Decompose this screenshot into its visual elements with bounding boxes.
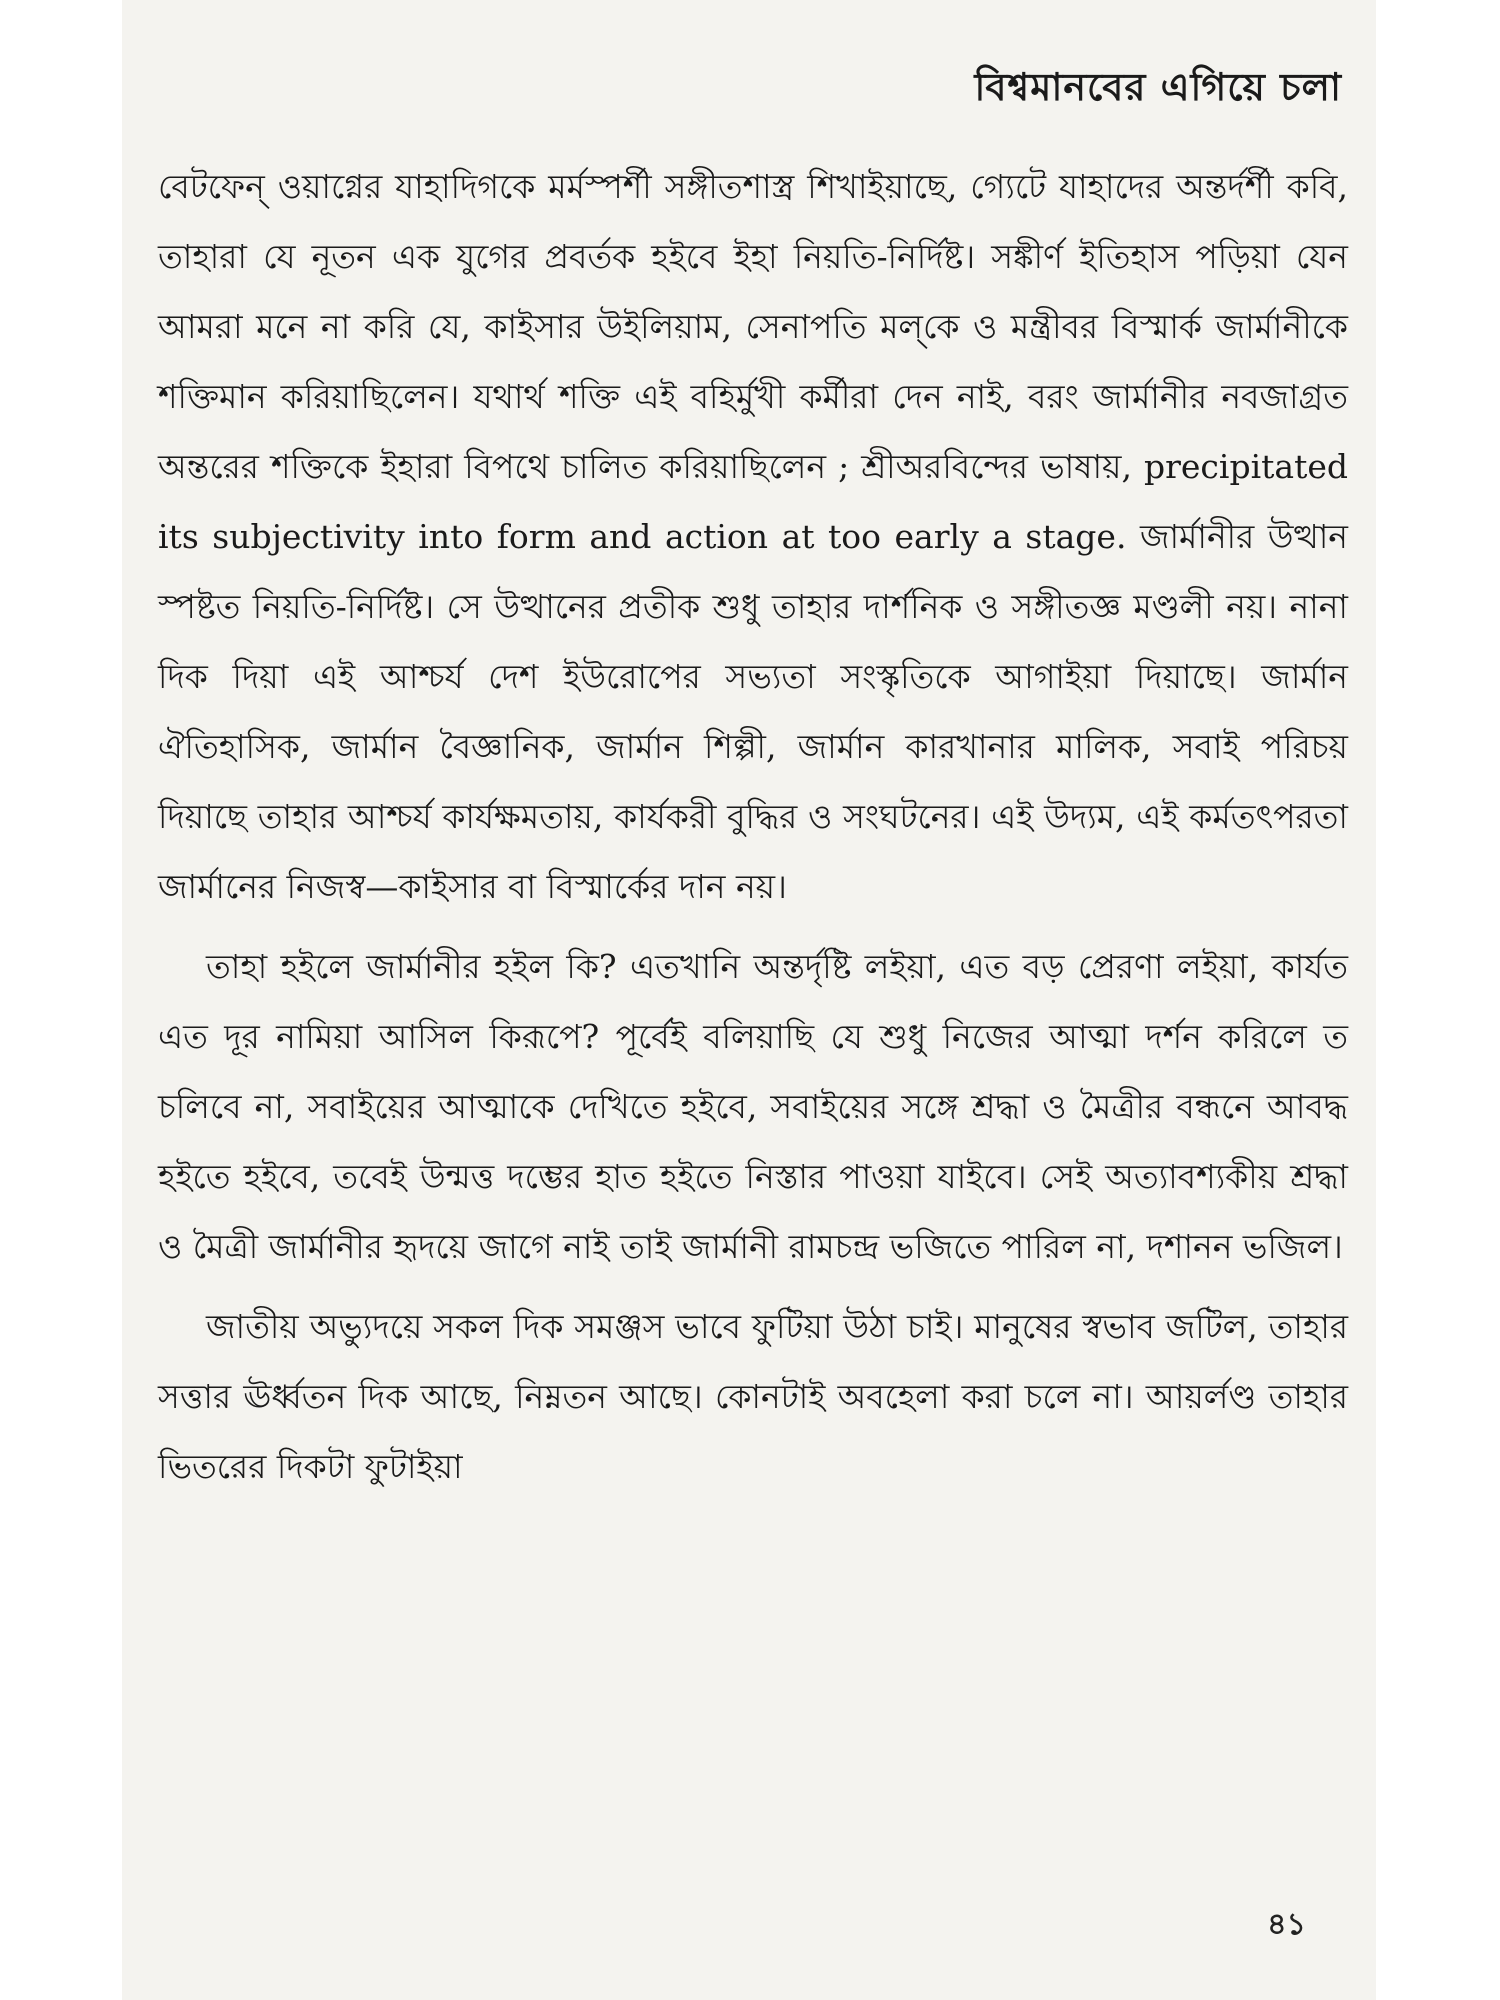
page-body: [158, 152, 1348, 1502]
paragraph-1: বেটফেন্ ওয়াগ্নের যাহাদিগকে মর্মস্পর্শী সঙ্গীতশাস্ত্র শিখাইয়াছে, গ্যেটে যাহাদের অন্তর্দর্শী কবি, তাহারা যে নূতন এক যুগের প্রবর্তক হইবে ইহা নিয়তি-নির্দিষ্ট। সঙ্কীর্ণ ইতিহাস পড়িয়া যেন আমরা মনে না করি যে, কাইসার উইলিয়াম, সেনাপতি মল্‌কে ও মন্ত্রীবর বিস্মার্ক জার্মানীকে শক্তিমান করিয়াছিলেন। যথার্থ শক্তি এই বহির্মুখী কর্মীরা দেন নাই, বরং জার্মানীর নবজাগ্রত অন্তরের শক্তিকে ইহারা বিপথে চালিত করিয়াছিলেন ; শ্রীঅরবিন্দের ভাষায়, precipitated its subjectivity into form and action at too early a stage. জার্মানীর উত্থান স্পষ্টত নিয়তি-নির্দিষ্ট। সে উত্থানের প্রতীক শুধু তাহার দার্শনিক ও সঙ্গীতজ্ঞ মণ্ডলী নয়। নানা দিক দিয়া এই আশ্চর্য দেশ ইউরোপের সভ্যতা সংস্কৃতিকে আগাইয়া দিয়াছে। জার্মান ঐতিহাসিক, জার্মান বৈজ্ঞানিক, জার্মান শিল্পী, জার্মান কারখানার মালিক, সবাই পরিচয় দিয়াছে তাহার আশ্চর্য কার্যক্ষমতায়, কার্যকরী বুদ্ধির ও সংঘটনের। এই উদ্যম, এই কর্মতৎপরতা জার্মানের নিজস্ব—কাইসার বা বিস্মার্কের দান নয়।: [158, 167, 1348, 906]
running-header: বিশ্বমানবের এগিয়ে চলা: [974, 65, 1342, 109]
book-page: [122, 0, 1376, 2000]
paragraph-2: তাহা হইলে জার্মানীর হইল কি? এতখানি অন্তর্দৃষ্টি লইয়া, এত বড় প্রেরণা লইয়া, কার্যত এত দূর নামিয়া আসিল কিরূপে? পূর্বেই বলিয়াছি যে শুধু নিজের আত্মা দর্শন করিলে ত চলিবে না, সবাইয়ের আত্মাকে দেখিতে হইবে, সবাইয়ের সঙ্গে শ্রদ্ধা ও মৈত্রীর বন্ধনে আবদ্ধ হইতে হইবে, তবেই উন্মত্ত দম্ভের হাত হইতে নিস্তার পাওয়া যাইবে। সেই অত্যাবশ্যকীয় শ্রদ্ধা ও মৈত্রী জার্মানীর হৃদয়ে জাগে নাই তাই জার্মানী রামচন্দ্র ভজিতে পারিল না, দশানন ভজিল।: [158, 947, 1348, 1266]
paragraph-3: জাতীয় অভ্যুদয়ে সকল দিক সমঞ্জস ভাবে ফুটিয়া উঠা চাই। মানুষের স্বভাব জটিল, তাহার সত্তার ঊর্ধ্বতন দিক আছে, নিম্নতন আছে। কোনটাই অবহেলা করা চলে না। আয়র্লণ্ড তাহার ভিতরের দিকটা ফুটাইয়া: [158, 1307, 1348, 1486]
page-number: ৪১: [1267, 1907, 1306, 1942]
